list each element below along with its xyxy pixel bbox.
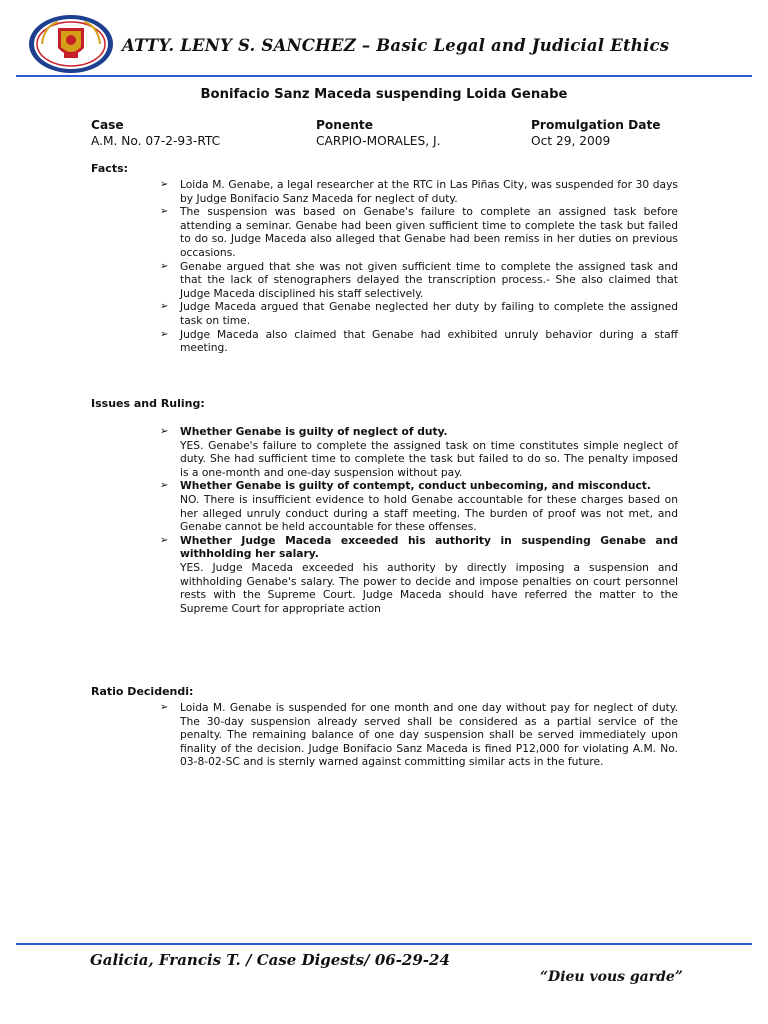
list-item — [158, 425, 678, 479]
case-label: Case — [91, 118, 124, 132]
list-item — [158, 534, 678, 616]
issue-ruling: YES. Judge Maceda exceeded his authority by directly imposing a suspension and withholding Genabe's salary. The power to decide and impose penalties on court personnel rests with the Supreme Court. Judge Maceda should have referred the matter to the Supreme Court for appropriate action — [180, 560, 678, 615]
list-item — [158, 479, 678, 533]
issues-heading: Issues and Ruling: — [91, 397, 205, 410]
arrow-bullet-icon: ➢ — [160, 328, 169, 340]
issue-ruling: NO. There is insufficient evidence to hold Genabe accountable for these charges based on her alleged unruly conduct during a staff meeting. The burden of proof was not met, and Genabe cannot be held accountable for these offenses. — [180, 492, 678, 534]
header-title: ATTY. LENY S. SANCHEZ – Basic Legal and Judicial Ethics — [122, 36, 670, 55]
header-divider — [16, 75, 752, 77]
promulgation-date-label: Promulgation Date — [531, 118, 661, 132]
promulgation-date: Oct 29, 2009 — [531, 134, 611, 148]
issue-question: Whether Genabe is guilty of neglect of duty. — [180, 425, 448, 438]
footer-author: Galicia, Francis T. / Case Digests/ 06-29-24 — [90, 951, 450, 969]
footer-motto: “Dieu vous garde” — [540, 969, 683, 985]
list-item: ➢ Judge Maceda argued that Genabe neglected her duty by failing to complete the assigned task on time. — [160, 300, 678, 327]
issue-ruling: YES. Genabe's failure to complete the assigned task on time constitutes simple neglect of duty. She had sufficient time to complete the task but failed to do so. The penalty imposed is a one-month and one-day suspension without pay. — [180, 438, 678, 479]
arrow-bullet-icon: ➢ — [160, 301, 169, 313]
footer-divider — [16, 943, 752, 945]
list-item: ➢ The suspension was based on Genabe's failure to complete an assigned task before attending a seminar. Genabe had been given sufficient time to complete the task but failed to do so. Judge Maceda also alleged that Genabe had been remiss in her duties on previous occasions. — [160, 205, 678, 259]
issue-question: Whether Genabe is guilty of contempt, conduct unbecoming, and misconduct. — [180, 479, 651, 493]
arrow-bullet-icon: ➢ — [160, 534, 169, 546]
ponente-name: CARPIO-MORALES, J. — [316, 134, 441, 148]
college-seal-icon — [28, 14, 114, 74]
ponente-label: Ponente — [316, 118, 374, 132]
list-item: ➢ Loida M. Genabe is suspended for one month and one day without pay for neglect of duty. The 30-day suspension already served shall be considered as a partial service of the penalty. The remaining balance of one day suspension shall be served immediately upon finality of the decision. Judge Bonifacio Sanz Maceda is fined P12,000 for violating A.M. No. 03-8-02-SC and is sternly warned against committing similar acts in the future. — [160, 701, 678, 769]
arrow-bullet-icon: ➢ — [160, 260, 169, 272]
list-item: ➢ Loida M. Genabe, a legal researcher at the RTC in Las Piñas City, was suspended for 30 days by Judge Bonifacio Sanz Maceda for neglect of duty. — [160, 178, 678, 205]
list-item: ➢ Genabe argued that she was not given sufficient time to complete the assigned task and that the lack of stenographers delayed the transcription process.- She also claimed that Judge Maceda disciplined his staff selectively. — [160, 259, 678, 300]
facts-heading: Facts: — [91, 162, 129, 175]
case-number: A.M. No. 07-2-93-RTC — [91, 134, 221, 148]
facts-list — [158, 178, 678, 355]
ratio-heading: Ratio Decidendi: — [91, 685, 194, 698]
list-item: ➢ Judge Maceda also claimed that Genabe had exhibited unruly behavior during a staff meeting. — [160, 327, 678, 355]
arrow-bullet-icon: ➢ — [160, 702, 169, 713]
document-title: Bonifacio Sanz Maceda suspending Loida Genabe — [200, 87, 568, 102]
arrow-bullet-icon: ➢ — [160, 426, 169, 437]
ratio-list — [158, 701, 678, 769]
issue-question: Whether Judge Maceda exceeded his authority in suspending Genabe and withholding her salary. — [180, 533, 678, 561]
arrow-bullet-icon: ➢ — [160, 206, 169, 218]
arrow-bullet-icon: ➢ — [160, 179, 169, 190]
page-header — [0, 0, 768, 76]
issues-list — [158, 425, 678, 615]
arrow-bullet-icon: ➢ — [160, 480, 169, 492]
